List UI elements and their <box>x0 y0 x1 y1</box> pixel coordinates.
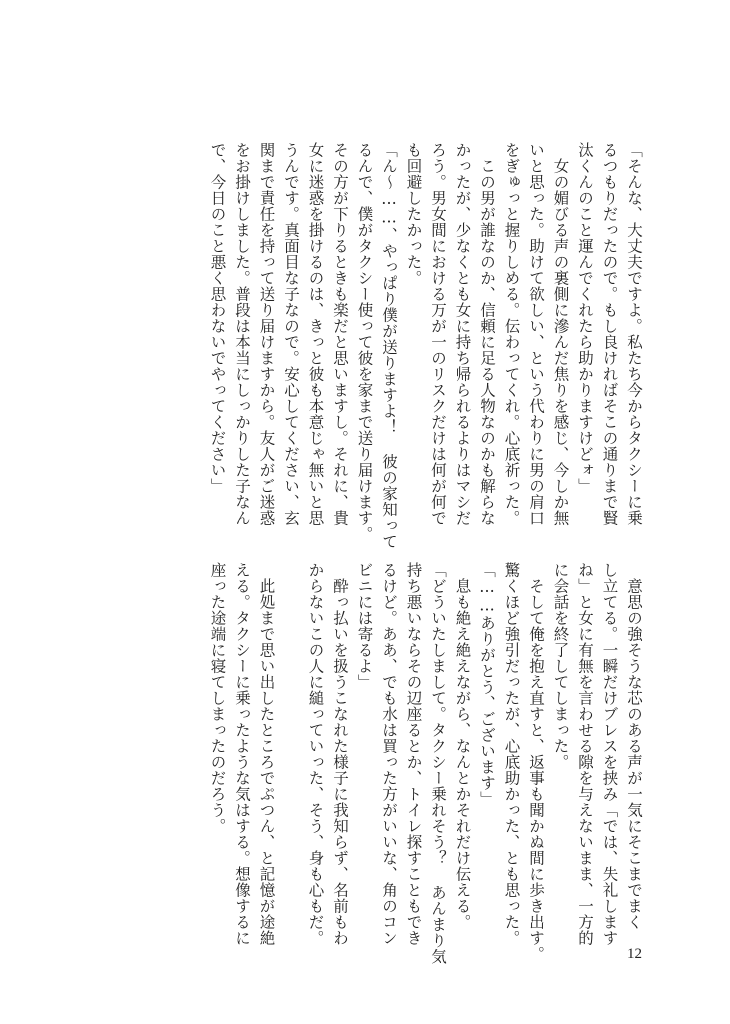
text-line: 女に迷惑を掛けるのは、きっと彼も本意じゃ無いと思 <box>306 142 325 526</box>
text-line: 関まで責任を持って送り届けますから。友人がご迷惑 <box>257 142 276 526</box>
text-line: この男が誰なのか、信頼に足る人物なのかも解らな <box>478 142 496 526</box>
text-line: ね」と女に有無を言わせる隙を与えないまま、一方的 <box>576 562 594 946</box>
text-line: 汰くんのこと運んでくれたら助かりますけどォ」 <box>576 142 594 494</box>
text-line: るけど。ああ、でも水は買った方がいいな、角のコン <box>380 562 398 946</box>
text-line: をお掛けしました。普段は本当にしっかりした子なん <box>233 142 251 526</box>
page-number: 12 <box>627 946 642 962</box>
text-line: 酔っ払いを扱うこなれた様子に我知らず、名前もわ <box>331 562 349 946</box>
text-line: で、今日のこと悪く思わないでやってください」 <box>208 142 227 494</box>
text-line: 此処まで思い出したところでぷつん、と記憶が途絶 <box>257 562 276 946</box>
text-line: 「そんな、大丈夫ですよ。私たち今からタクシーに乗 <box>625 142 643 526</box>
text-line: 持ち悪いならその辺座るとか、トイレ探すこともでき <box>404 562 423 946</box>
text-line: いと思った。助けて欲しい、という代わりに男の肩口 <box>527 142 545 526</box>
text-line: ろう。男女間における万が一のリスクだけは何が何で <box>429 142 447 526</box>
text-line: 女の媚びる声の裏側に滲んだ焦りを感じ、今しか無 <box>551 142 570 526</box>
text-line: うんです。真面目な子なので。安心してください、玄 <box>282 142 300 526</box>
text-line: 「ん～……、やっぱり僕が送りますよ！ 彼の家知って <box>380 142 398 550</box>
text-line: るんで、僕がタクシー使って彼を家まで送り届けます。 <box>355 142 374 542</box>
text-line: からないこの人に縋っていった、そう、身も心もだ。 <box>306 562 325 946</box>
text-line: 「……ありがとう、ございます」 <box>478 562 496 807</box>
text-line: 意思の強そうな芯のある声が一気にそこまでまく <box>625 562 643 930</box>
text-line: 座った途端に寝てしまったのだろう。 <box>208 562 227 834</box>
top-text-block <box>205 142 646 550</box>
text-line: をぎゅっと握りしめる。伝わってくれ。心底祈った。 <box>502 142 521 526</box>
text-line <box>279 562 304 942</box>
text-line: える。タクシーに乗ったような気はする。想像するに <box>233 562 251 946</box>
text-line: に会話を終了してしまった。 <box>551 562 570 770</box>
text-line: るつもりだったので。もし良ければそこの通りまで賢 <box>600 142 619 526</box>
text-line: 息も絶え絶えながら、なんとかそれだけ伝える。 <box>453 562 472 930</box>
text-line: 「どういたしまして。タクシー乗れそう？ あんまり気 <box>429 562 447 965</box>
text-line: その方が下りるときも楽だと思いますし。それに、貴 <box>331 142 349 526</box>
text-line: ビニには寄るよ」 <box>355 562 374 690</box>
text-line: し立てる。一瞬だけブレスを挟み「では、失礼します <box>600 562 619 946</box>
text-line: 驚くほど強引だったが、心底助かった、とも思った。 <box>502 562 521 946</box>
text-line: そして俺を抱え直すと、返事も聞かぬ間に歩き出す。 <box>527 562 545 962</box>
text-line: も回避したかった。 <box>404 142 423 286</box>
text-line: かったが、少なくとも女に持ち帰られるよりはマシだ <box>453 142 472 526</box>
